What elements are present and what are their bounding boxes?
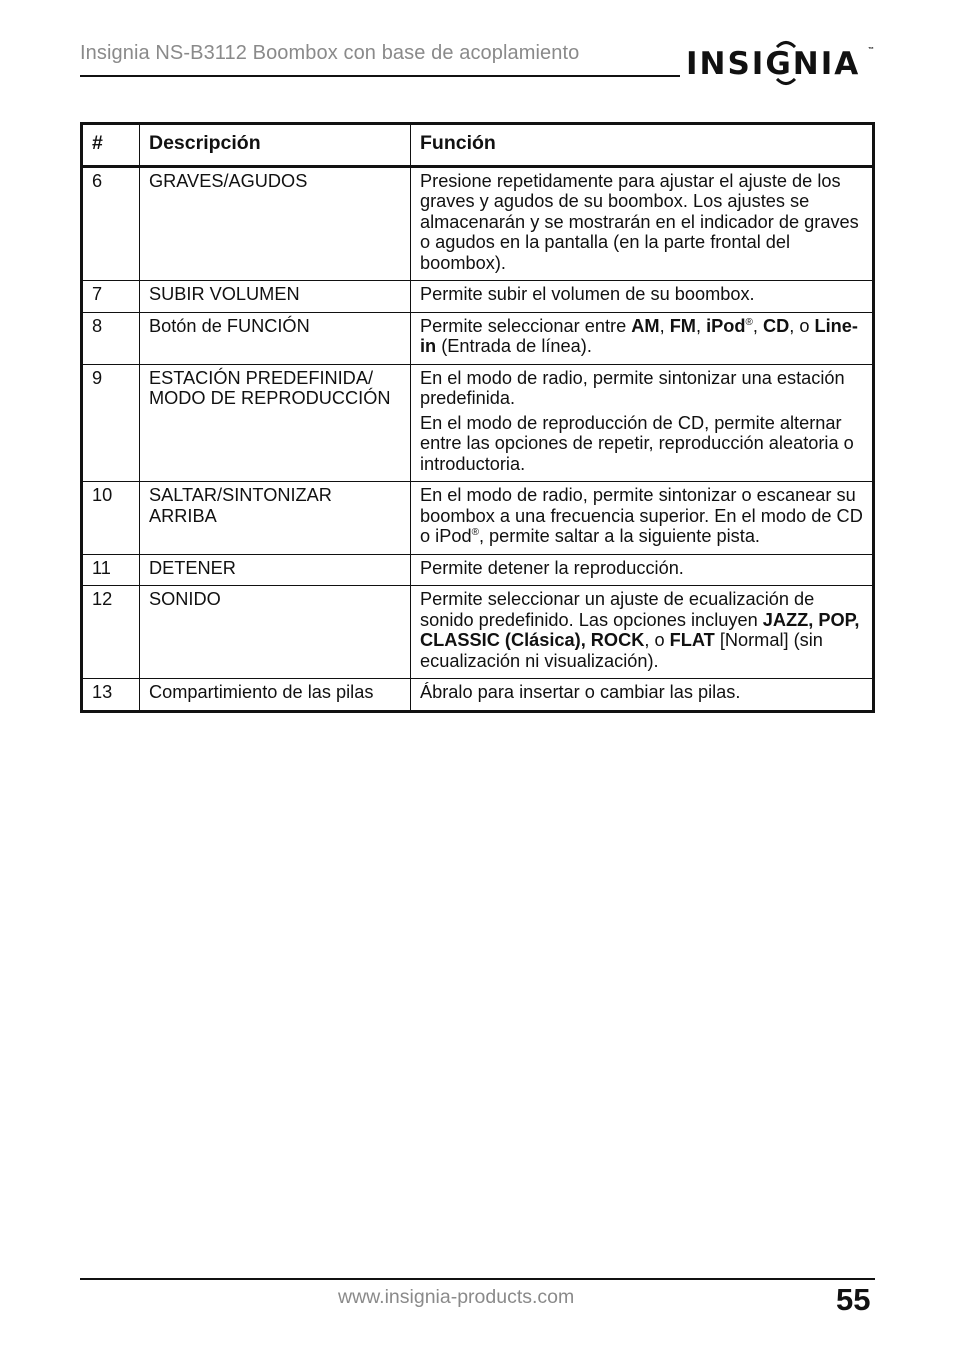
text-run: Permite detener la reproducción. [420, 557, 684, 578]
table-row [82, 679, 874, 712]
bold-term: FM [669, 315, 696, 336]
function-paragraph [420, 413, 863, 475]
table-row [82, 482, 874, 555]
function-paragraph [420, 316, 863, 357]
cell-description: Botón de FUNCIÓN [140, 312, 411, 364]
footer-url: www.insignia-products.com [338, 1286, 575, 1308]
text-run: Permite seleccionar un ajuste de ecualización de sonido predefinido. Las opciones incluyen [420, 589, 815, 630]
table-row [82, 364, 874, 482]
table-row [82, 554, 874, 586]
function-paragraph [420, 682, 863, 703]
table-body [82, 166, 874, 711]
header-title: Insignia NS-B3112 Boombox con base de acoplamiento [80, 42, 580, 64]
column-header-number: # [82, 124, 140, 167]
text-run: , permite saltar a la siguiente pista. [478, 526, 760, 546]
text-run: [Normal] (sin ecualización ni visualización). [420, 630, 823, 671]
text-run: Permite seleccionar entre [420, 315, 632, 336]
table-row [82, 312, 874, 364]
function-paragraph [420, 368, 863, 409]
text-run: (Entrada de línea). [436, 336, 592, 356]
cell-description: SONIDO [140, 586, 411, 679]
cell-description: GRAVES/AGUDOS [140, 166, 411, 281]
text-run: Permite subir el volumen de su boombox. [420, 284, 755, 304]
text-run: , [752, 315, 763, 336]
function-table [80, 122, 875, 713]
cell-function [411, 679, 874, 712]
cell-description: ESTACIÓN PREDEFINIDA/ MODO DE REPRODUCCIÓN [140, 364, 411, 482]
bold-term: FLAT [669, 630, 715, 650]
text-run: En el modo de radio, permite sintonizar o escanear su boombox a una frecuencia superior. En el modo de CD o iPod [420, 485, 863, 546]
text-run: Ábralo para insertar o cambiar las pilas. [420, 682, 741, 702]
text-run: , o [644, 630, 670, 650]
table-header-row [82, 124, 874, 167]
cell-function [411, 281, 874, 313]
registered-mark: ® [745, 316, 753, 328]
table-row [82, 586, 874, 679]
logo-text: INSIGNIA [686, 46, 861, 82]
table-row [82, 281, 874, 313]
function-paragraph [420, 589, 863, 671]
bold-term: AM [631, 315, 660, 336]
function-paragraph [420, 485, 863, 547]
text-run: En el modo de reproducción de CD, permite alternar entre las opciones de repetir, reproducción aleatoria o introductoria. [420, 412, 854, 474]
cell-description: SALTAR/SINTONIZAR ARRIBA [140, 482, 411, 555]
cell-function [411, 482, 874, 555]
function-paragraph [420, 284, 863, 305]
text-run: Presione repetidamente para ajustar el ajuste de los graves y agudos de su boombox. Los ajustes se almacenarán y se mostrarán en el indicador de graves o agudos en la pantalla (en la parte frontal del boombox). [420, 170, 859, 273]
cell-number: 7 [82, 281, 140, 313]
bold-term: iPod [706, 315, 746, 336]
cell-function [411, 312, 874, 364]
cell-description: Compartimiento de las pilas [140, 679, 411, 712]
cell-description: DETENER [140, 554, 411, 586]
logo-trademark: ™ [868, 47, 874, 53]
cell-function [411, 364, 874, 482]
registered-mark: ® [471, 526, 479, 538]
brand-logo [686, 40, 878, 90]
cell-function [411, 166, 874, 281]
function-paragraph [420, 558, 863, 579]
bold-term: JAZZ, POP, CLASSIC (Clásica), ROCK [420, 609, 860, 650]
bold-term: Line-in [420, 315, 858, 356]
text-run: , o [789, 315, 815, 336]
cell-number: 6 [82, 166, 140, 281]
cell-number: 12 [82, 586, 140, 679]
column-header-function: Función [411, 124, 874, 167]
column-header-description: Descripción [140, 124, 411, 167]
header-rule [80, 75, 680, 77]
text-run: , [695, 315, 707, 336]
cell-function [411, 554, 874, 586]
text-run: En el modo de radio, permite sintonizar una estación predefinida. [420, 367, 845, 408]
cell-number: 9 [82, 364, 140, 482]
logo-arc-bottom-icon [775, 78, 797, 88]
page-number: 55 [836, 1282, 871, 1317]
cell-number: 11 [82, 554, 140, 586]
function-paragraph [420, 171, 863, 274]
cell-number: 10 [82, 482, 140, 555]
cell-description: SUBIR VOLUMEN [140, 281, 411, 313]
footer-rule [80, 1278, 875, 1280]
cell-number: 8 [82, 312, 140, 364]
cell-function [411, 586, 874, 679]
bold-term: CD [762, 315, 790, 336]
text-run: , [659, 315, 670, 336]
cell-number: 13 [82, 679, 140, 712]
table-row [82, 166, 874, 281]
